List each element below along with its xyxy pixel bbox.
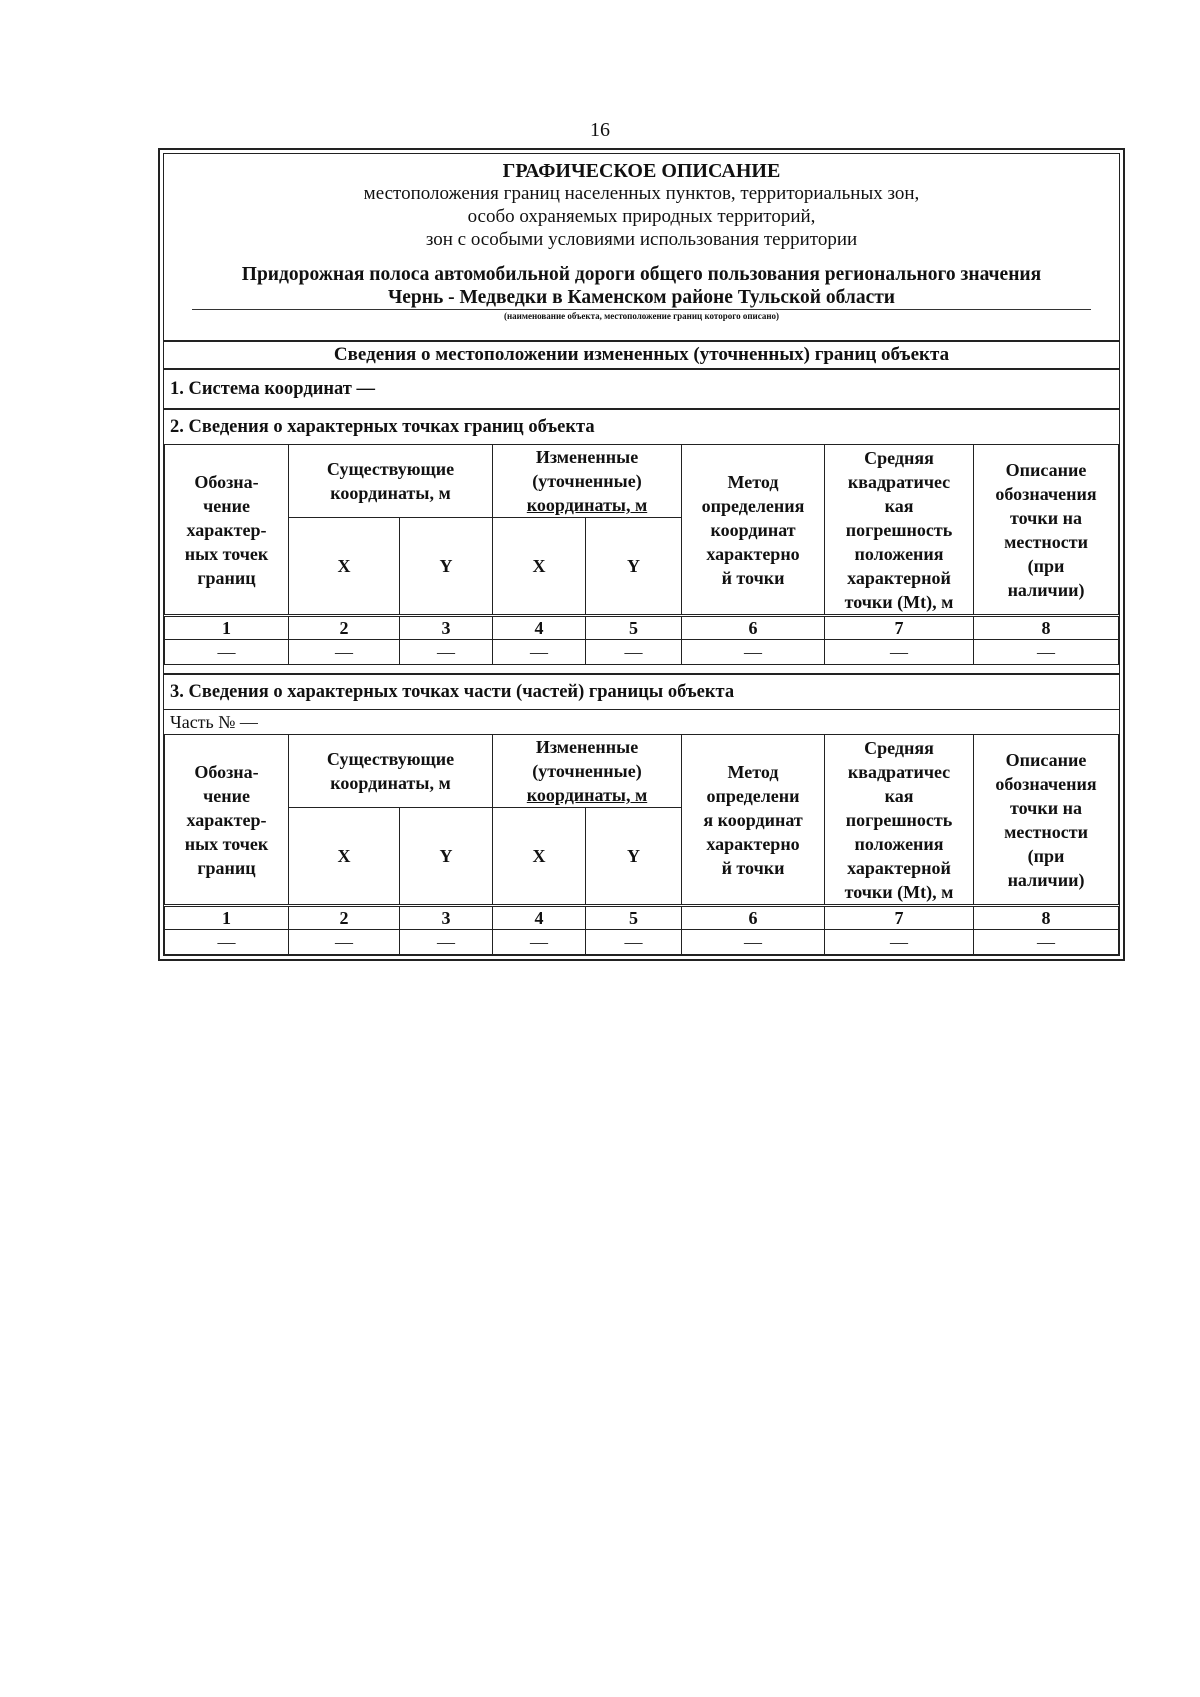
column-index: 5: [586, 616, 682, 640]
column-index: 1: [165, 616, 289, 640]
header-line: наличии): [1007, 869, 1085, 890]
header-line: характерной: [847, 857, 951, 878]
header-changed-x: X: [493, 808, 586, 906]
column-index: 4: [493, 616, 586, 640]
header-line: обозначения: [995, 483, 1097, 504]
table-row: [165, 930, 1119, 955]
column-index: 2: [289, 616, 400, 640]
header-line: характер-: [186, 519, 267, 540]
header-line: местности: [1004, 531, 1088, 552]
header-line: квадратичес: [847, 471, 951, 492]
column-index: 6: [682, 616, 825, 640]
header-line: Метод: [727, 761, 779, 782]
table-cell: —: [825, 640, 974, 665]
table-cell: —: [493, 930, 586, 955]
header-line: ных точек: [184, 543, 269, 564]
document-inner-frame: [163, 153, 1120, 956]
header-existing-y: Y: [400, 808, 493, 906]
header-line: точки на: [1010, 507, 1082, 528]
header-line: определения: [701, 495, 805, 516]
header-description: [974, 445, 1119, 616]
section2-points-table: [164, 444, 1119, 665]
section2-title: 2. Сведения о характерных точках границ объекта: [164, 408, 1119, 444]
header-line: определени: [706, 785, 800, 806]
column-index: 6: [682, 906, 825, 930]
header-line: кая: [884, 495, 914, 516]
header-block: [164, 154, 1119, 326]
table-cell: —: [825, 930, 974, 955]
table-cell: —: [682, 640, 825, 665]
header-line: положения: [854, 543, 944, 564]
header-point-designation: [165, 735, 289, 906]
header-line: Измененные: [535, 447, 639, 467]
column-index: 2: [289, 906, 400, 930]
page-number: 16: [590, 119, 610, 141]
header-line: точки (Mt), м: [844, 591, 954, 612]
header-line: погрешность: [845, 809, 953, 830]
header-line: координаты, м: [330, 773, 451, 793]
section3-points-table: [164, 734, 1119, 955]
table-cell: —: [289, 640, 400, 665]
header-changed-y: Y: [586, 518, 682, 616]
header-line: координаты, м: [526, 495, 648, 515]
header-line: Описание: [1005, 749, 1087, 770]
column-index: 3: [400, 616, 493, 640]
object-name-line: Чернь - Медведки в Каменском районе Тульской области: [387, 287, 896, 308]
header-line: (уточненные): [532, 471, 642, 491]
header-changed-x: X: [493, 518, 586, 616]
header-line: координаты, м: [330, 483, 451, 503]
table-cell: —: [493, 640, 586, 665]
header-existing-coordinates: [289, 445, 493, 518]
column-index-row: [165, 906, 1119, 930]
subtitle-line: особо охраняемых природных территорий,: [467, 206, 816, 227]
header-line: чение: [203, 495, 250, 516]
header-changed-coordinates: [493, 445, 682, 518]
header-line: квадратичес: [847, 761, 951, 782]
table-cell: —: [974, 640, 1119, 665]
header-mean-error: [825, 445, 974, 616]
table-cell: —: [974, 930, 1119, 955]
column-index: 4: [493, 906, 586, 930]
header-line: характер-: [186, 809, 267, 830]
header-line: точки (Mt), м: [844, 881, 954, 902]
object-caption: (наименование объекта, местоположение границ которого описано): [503, 311, 780, 321]
header-changed-coordinates: [493, 735, 682, 808]
table-row: [165, 640, 1119, 665]
header-line: (при: [1027, 555, 1065, 576]
header-existing-y: Y: [400, 518, 493, 616]
header-line: местности: [1004, 821, 1088, 842]
object-name-line: Придорожная полоса автомобильной дороги общего пользования регионального значения: [241, 264, 1042, 285]
header-line: положения: [854, 833, 944, 854]
subtitle-line: зон с особыми условиями использования территории: [425, 229, 858, 250]
header-line: точки на: [1010, 797, 1082, 818]
table-cell: —: [165, 640, 289, 665]
header-line: Средняя: [864, 737, 934, 758]
header-line: границ: [197, 567, 256, 588]
table-cell: —: [586, 640, 682, 665]
header-line: Обозна-: [194, 761, 259, 782]
table-cell: —: [400, 640, 493, 665]
header-existing-x: X: [289, 808, 400, 906]
header-line: Метод: [727, 471, 779, 492]
header-point-designation: [165, 445, 289, 616]
table-cell: —: [586, 930, 682, 955]
document-frame: [158, 148, 1125, 961]
header-line: я координат: [703, 809, 803, 830]
column-index: 7: [825, 616, 974, 640]
header-line: Обозна-: [194, 471, 259, 492]
header-line: погрешность: [845, 519, 953, 540]
section-coordinate-system: 1. Система координат —: [164, 368, 1119, 408]
header-line: Существующие: [326, 749, 455, 769]
column-index: 5: [586, 906, 682, 930]
table-cell: —: [682, 930, 825, 955]
document-title: ГРАФИЧЕСКОЕ ОПИСАНИЕ: [502, 160, 781, 182]
column-index-row: [165, 616, 1119, 640]
header-line: чение: [203, 785, 250, 806]
header-description: [974, 735, 1119, 906]
header-changed-y: Y: [586, 808, 682, 906]
header-line: координат: [710, 519, 796, 540]
header-line: й точки: [721, 567, 785, 588]
table-cell: —: [400, 930, 493, 955]
table-cell: —: [289, 930, 400, 955]
header-line: характерно: [706, 833, 800, 854]
header-line: наличии): [1007, 579, 1085, 600]
column-index: 8: [974, 906, 1119, 930]
header-method: [682, 735, 825, 906]
header-method: [682, 445, 825, 616]
header-existing-coordinates: [289, 735, 493, 808]
subtitle-line: местоположения границ населенных пунктов, территориальных зон,: [363, 183, 920, 204]
column-index: 7: [825, 906, 974, 930]
header-line: ных точек: [184, 833, 269, 854]
section3-title: 3. Сведения о характерных точках части (частей) границы объекта: [164, 673, 1119, 709]
header-line: Средняя: [864, 447, 934, 468]
header-line: Измененные: [535, 737, 639, 757]
section-title: Сведения о местоположении измененных (уточненных) границ объекта: [164, 340, 1119, 368]
column-index: 1: [165, 906, 289, 930]
header-line: (при: [1027, 845, 1065, 866]
column-index: 8: [974, 616, 1119, 640]
header-mean-error: [825, 735, 974, 906]
header-line: Описание: [1005, 459, 1087, 480]
header-line: границ: [197, 857, 256, 878]
table-cell: —: [165, 930, 289, 955]
header-line: й точки: [721, 857, 785, 878]
part-number: Часть № —: [164, 709, 1119, 734]
header-line: Существующие: [326, 459, 455, 479]
header-line: (уточненные): [532, 761, 642, 781]
header-line: характерной: [847, 567, 951, 588]
header-line: обозначения: [995, 773, 1097, 794]
header-line: кая: [884, 785, 914, 806]
column-index: 3: [400, 906, 493, 930]
header-line: координаты, м: [526, 785, 648, 805]
object-name-underline: [192, 309, 1091, 310]
header-existing-x: X: [289, 518, 400, 616]
header-line: характерно: [706, 543, 800, 564]
